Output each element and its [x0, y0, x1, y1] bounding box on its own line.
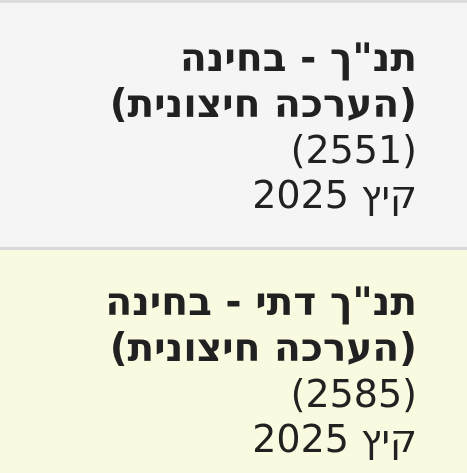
exam-code: (2551)	[290, 128, 417, 172]
exam-card-religious-bible[interactable]	[0, 250, 467, 473]
exam-title-line: (הערכה חיצונית)	[109, 326, 417, 371]
exam-session: קיץ 2025	[252, 417, 417, 461]
exam-code: (2585)	[290, 372, 417, 416]
exam-title-line: תנ"ך - בחינה	[179, 36, 417, 81]
exam-title-line: תנ"ך דתי - בחינה	[105, 280, 417, 325]
exam-card-bible[interactable]	[0, 3, 467, 247]
exam-title	[0, 3, 417, 128]
exam-session: קיץ 2025	[252, 173, 417, 217]
exam-title	[0, 250, 417, 372]
exam-title-line: (הערכה חיצונית)	[109, 82, 417, 127]
